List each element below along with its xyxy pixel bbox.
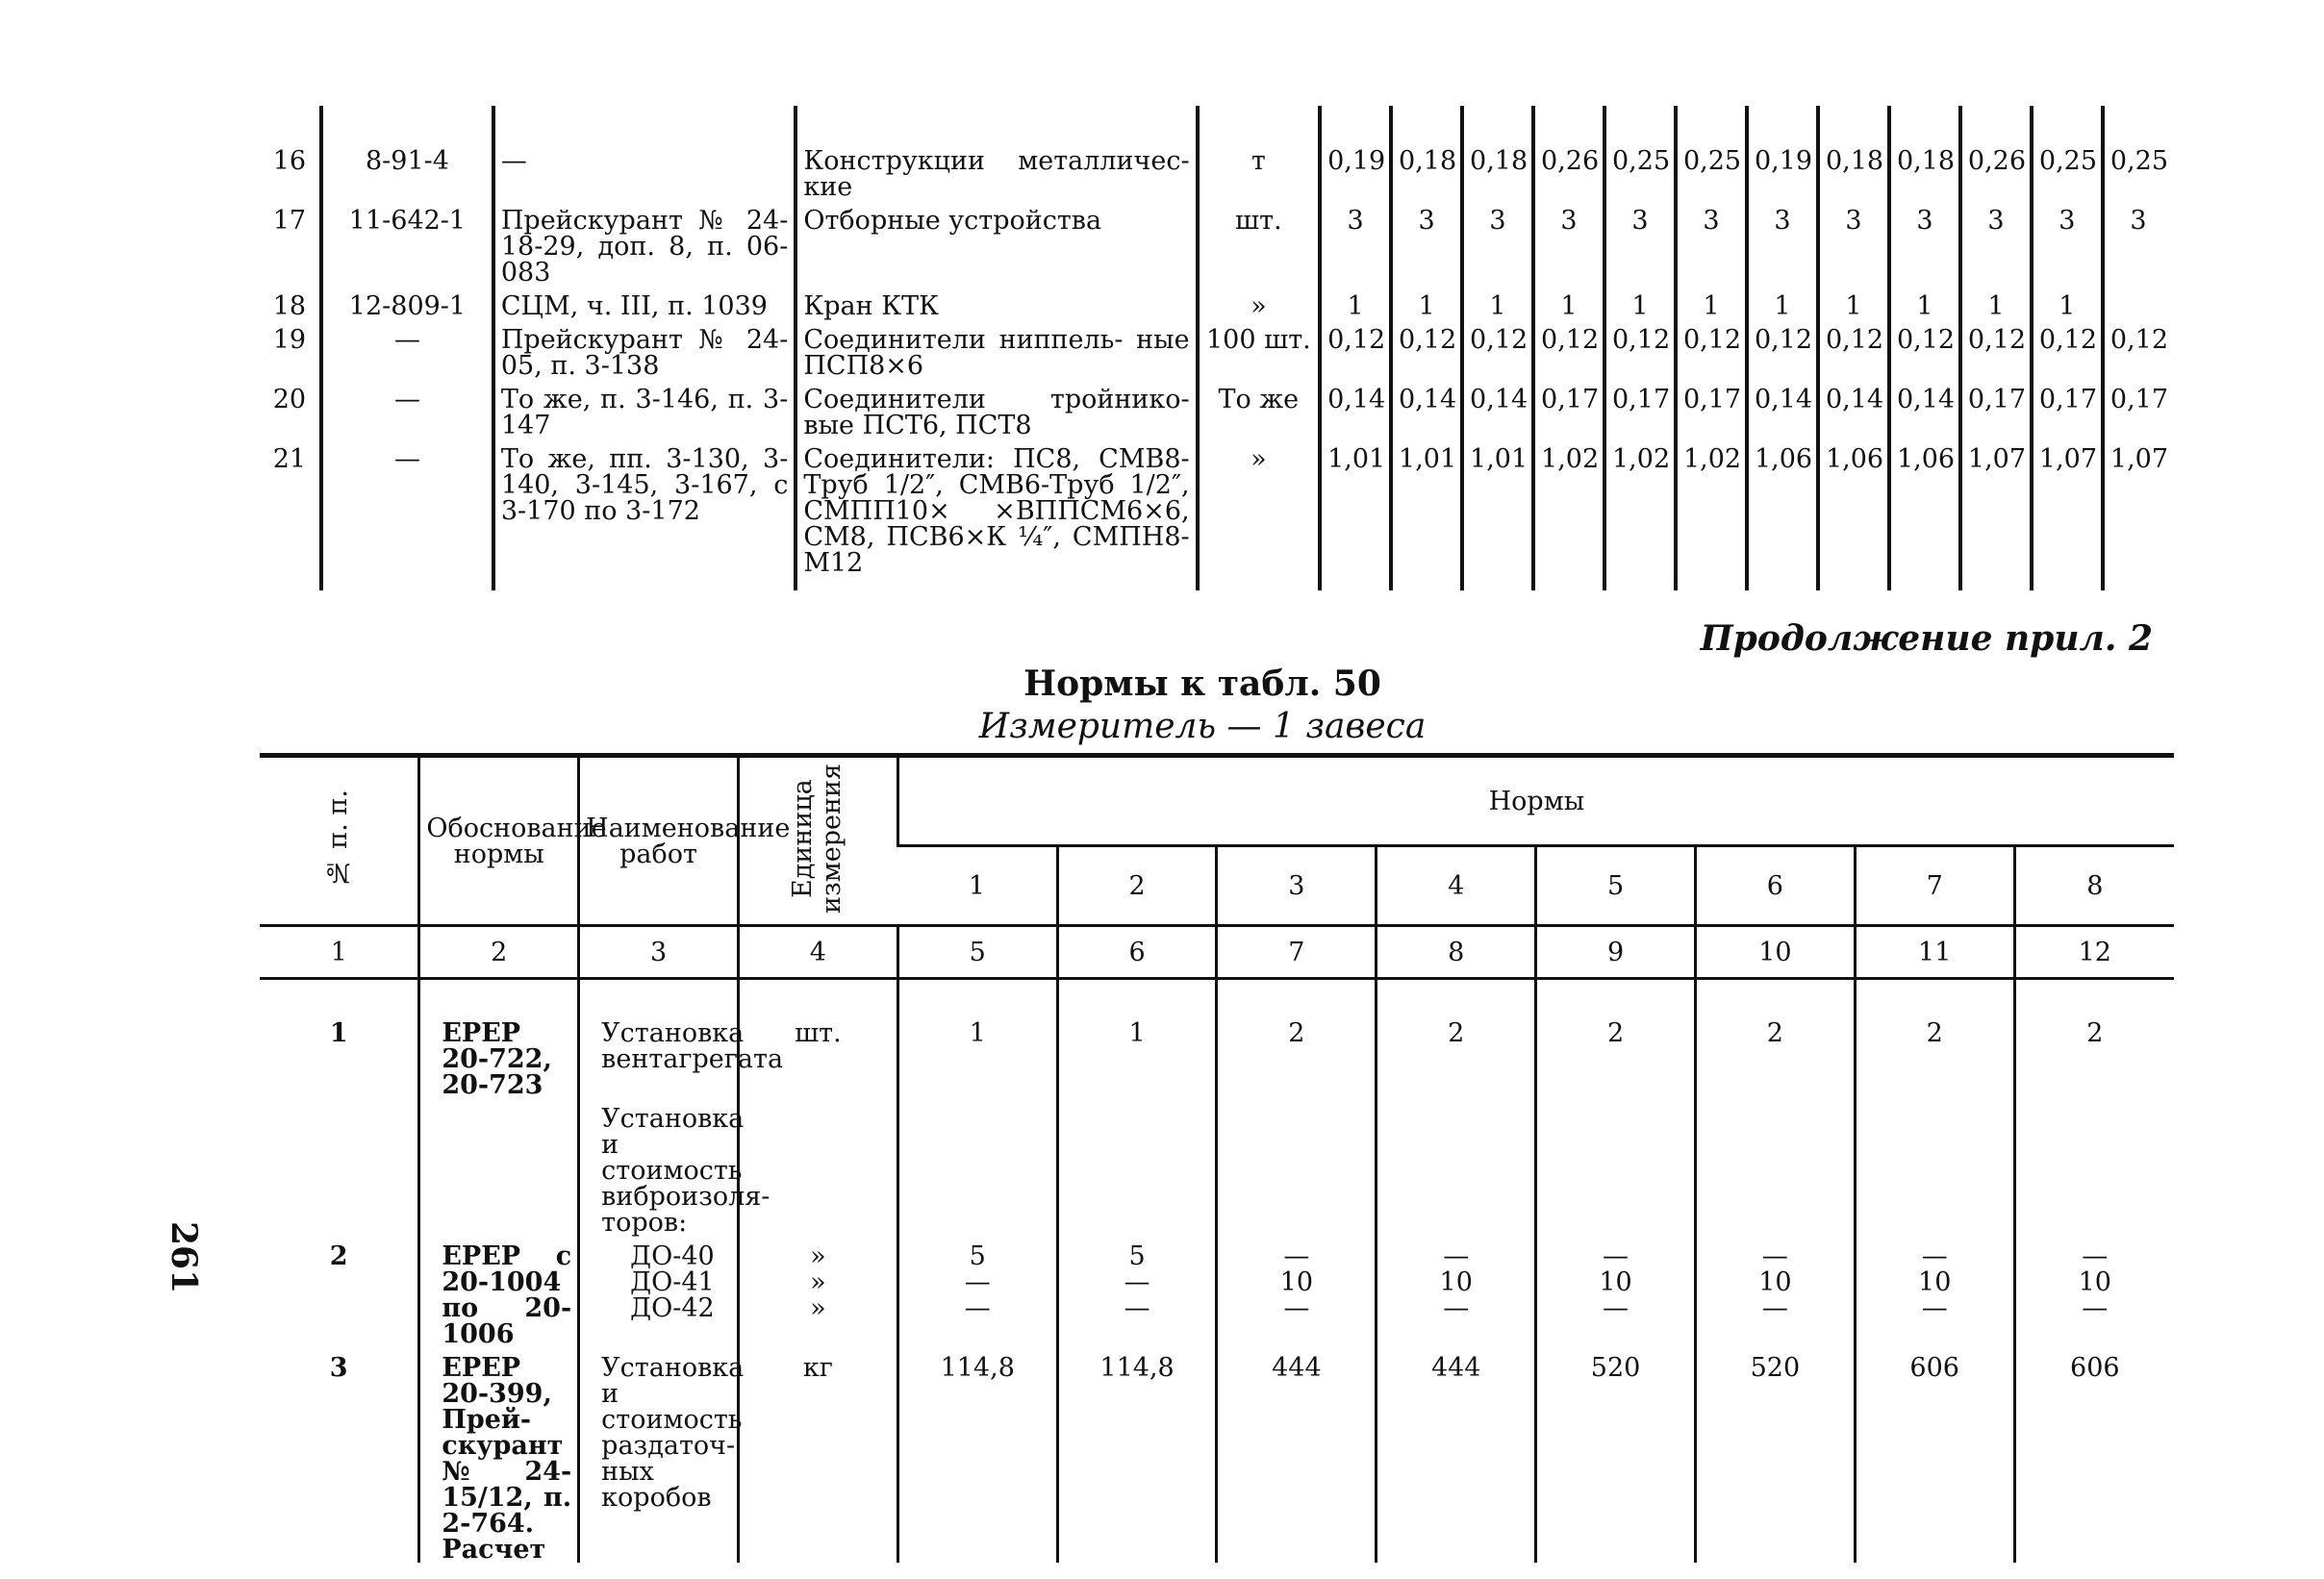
row-value: 0,18	[1391, 106, 1462, 200]
column-number: 8	[1377, 926, 1536, 979]
norms-table	[260, 753, 2174, 1563]
table-row	[248, 106, 2172, 200]
row-code: 11-642-1	[321, 200, 493, 286]
row-value: 0,14	[1889, 379, 1960, 439]
row-value: 3	[1462, 200, 1533, 286]
row-number: 1	[329, 1018, 348, 1048]
row-value: 1	[897, 1013, 1057, 1098]
row-value: 444	[1217, 1347, 1377, 1563]
column-number: 10	[1695, 926, 1855, 979]
row-value: 0,18	[1462, 106, 1533, 200]
row-number	[260, 1098, 419, 1236]
row-value: 606	[2014, 1347, 2174, 1563]
row-value: 2	[1377, 1013, 1536, 1098]
row-value: 520	[1695, 1347, 1855, 1563]
row-value	[2014, 1236, 2174, 1347]
row-value: 3	[1604, 200, 1676, 286]
value-item: —	[1921, 1241, 1948, 1271]
spacer-cell	[260, 979, 419, 1014]
row-value: 0,12	[1960, 319, 2032, 379]
row-unit: шт.	[738, 1013, 897, 1098]
column-number: 11	[1855, 926, 2014, 979]
row-basis: Прейскурант № 24-05, п. 3-138	[493, 319, 796, 379]
name-item: ДО-42	[630, 1293, 715, 1323]
row-value: 520	[1536, 1347, 1696, 1563]
row-value: 606	[1855, 1347, 2014, 1563]
unit-item: »	[810, 1241, 826, 1271]
row-basis: ЕРЕР 20-399, Прей- скурант № 24-15/12, п. 2-764. Расчет	[419, 1347, 579, 1563]
row-value	[1377, 1098, 1536, 1236]
norm-column-header: 7	[1855, 846, 2014, 926]
row-value: 444	[1377, 1347, 1536, 1563]
row-name: Соединители тройнико- вые ПСТ6, ПСТ8	[796, 379, 1197, 439]
row-value: 1	[1960, 286, 2032, 319]
row-value	[1536, 1236, 1696, 1347]
column-number: 1	[260, 926, 419, 979]
row-value: 0,18	[1818, 106, 1889, 200]
continuation-table	[248, 106, 2172, 590]
row-value: 0,12	[1676, 319, 1747, 379]
row-basis	[419, 1098, 579, 1236]
table-title: Нормы к табл. 50	[1023, 664, 1381, 704]
row-value	[1057, 1236, 1217, 1347]
name-item: ДО-40	[630, 1241, 715, 1271]
row-value	[2103, 286, 2172, 319]
row-value: 0,17	[2032, 379, 2103, 439]
row-unit: т	[1198, 106, 1320, 200]
unit-item: »	[810, 1293, 826, 1323]
row-name: Установка и стоимость виброизоля- торов:	[579, 1098, 739, 1236]
spacer-row	[260, 979, 2174, 1014]
row-value: 0,25	[2103, 106, 2172, 200]
table-row	[260, 1236, 2174, 1347]
norm-column-header: 1	[897, 846, 1057, 926]
value-item: —	[2082, 1241, 2109, 1271]
row-value: 0,12	[1889, 319, 1960, 379]
row-basis: Прейскурант № 24-18-29, доп. 8, п. 06-083	[493, 200, 796, 286]
spacer-cell	[2014, 979, 2174, 1014]
row-number: 16	[272, 146, 307, 176]
row-code: —	[321, 379, 493, 439]
value-item: —	[1761, 1293, 1788, 1323]
unit-item: »	[810, 1267, 826, 1297]
row-value: 0,14	[1320, 379, 1391, 439]
column-number: 9	[1536, 926, 1696, 979]
value-item: 5	[1128, 1241, 1146, 1271]
table-row	[248, 319, 2172, 379]
row-basis: То же, п. 3-146, п. 3-147	[493, 379, 796, 439]
row-name: Соединители: ПС8, СМВ8-Труб 1/2″, СМВ6-Труб 1/2″, СМПП10× ×ВППСМ6×6, СМ8, ПСВ6×К ¼″, СМПН8- М12	[796, 439, 1197, 590]
row-unit	[738, 1236, 897, 1347]
row-value: 114,8	[1057, 1347, 1217, 1563]
row-code: 12-809-1	[321, 286, 493, 319]
row-unit: кг	[738, 1347, 897, 1563]
row-number: 21	[272, 444, 307, 474]
header-unit: Единица измерения	[738, 756, 897, 926]
row-value: 0,14	[1391, 379, 1462, 439]
page-number: 261	[164, 1221, 204, 1294]
row-value: 0,14	[1462, 379, 1533, 439]
column-number: 3	[579, 926, 739, 979]
row-value: 0,19	[1747, 106, 1818, 200]
row-value: 1,06	[1747, 439, 1818, 590]
column-number: 6	[1057, 926, 1217, 979]
row-value: 0,26	[1960, 106, 2032, 200]
row-value: 114,8	[897, 1347, 1057, 1563]
row-value: 0,26	[1533, 106, 1604, 200]
row-value	[1855, 1236, 2014, 1347]
value-item: —	[1603, 1241, 1629, 1271]
row-value: 3	[1320, 200, 1391, 286]
row-value: 0,12	[1604, 319, 1676, 379]
row-value: 0,14	[1818, 379, 1889, 439]
row-basis: То же, пп. 3-130, 3-140, 3-145, 3-167, с 3-170 по 3-172	[493, 439, 796, 590]
row-value: 0,12	[1818, 319, 1889, 379]
row-value: 3	[1960, 200, 2032, 286]
row-name: Конструкции металличес- кие	[796, 106, 1197, 200]
row-value: 1	[1462, 286, 1533, 319]
row-value: 0,12	[1320, 319, 1391, 379]
spacer-cell	[1057, 979, 1217, 1014]
value-item: 10	[1279, 1267, 1314, 1297]
row-value: 3	[2103, 200, 2172, 286]
column-number: 2	[419, 926, 579, 979]
spacer-cell	[1855, 979, 2014, 1014]
spacer-cell	[897, 979, 1057, 1014]
row-value: 1,06	[1889, 439, 1960, 590]
norm-column-header: 2	[1057, 846, 1217, 926]
table-row	[260, 1098, 2174, 1236]
table-subtitle: Измеритель — 1 завеса	[978, 707, 1427, 746]
value-item: —	[1283, 1241, 1310, 1271]
row-value: 0,25	[1676, 106, 1747, 200]
row-value: 3	[1889, 200, 1960, 286]
row-value	[1217, 1098, 1377, 1236]
row-number: 19	[272, 325, 307, 355]
norm-column-header: 3	[1217, 846, 1377, 926]
value-item: 10	[1439, 1267, 1473, 1297]
table-row	[260, 1347, 2174, 1563]
value-item: —	[1603, 1293, 1629, 1323]
row-value: 0,25	[1604, 106, 1676, 200]
value-item: —	[1124, 1267, 1150, 1297]
value-item: —	[1761, 1241, 1788, 1271]
row-value	[1377, 1236, 1536, 1347]
spacer-cell	[579, 979, 739, 1014]
norm-column-header: 5	[1536, 846, 1696, 926]
norm-column-header: 6	[1695, 846, 1855, 926]
row-value	[1217, 1236, 1377, 1347]
table-row	[260, 1013, 2174, 1098]
table-row	[248, 439, 2172, 590]
value-item: —	[1921, 1293, 1948, 1323]
row-name: Установка и стоимость раздаточ- ных коробов	[579, 1347, 739, 1563]
row-value: 2	[1855, 1013, 2014, 1098]
row-value: 0,17	[1604, 379, 1676, 439]
row-code: —	[321, 319, 493, 379]
table-row	[248, 200, 2172, 286]
name-item: ДО-41	[630, 1267, 715, 1297]
value-item: 10	[1758, 1267, 1792, 1297]
row-unit: 100 шт.	[1198, 319, 1320, 379]
row-value	[1695, 1236, 1855, 1347]
row-value	[2014, 1098, 2174, 1236]
row-value: 1	[1676, 286, 1747, 319]
row-number: 17	[272, 206, 307, 236]
row-value: 1	[1391, 286, 1462, 319]
row-value	[1695, 1098, 1855, 1236]
row-value: 0,17	[1960, 379, 2032, 439]
row-basis: ЕРЕР с 20-1004 по 20-1006	[419, 1236, 579, 1347]
row-name: Отборные устройства	[796, 200, 1197, 286]
row-name: Кран КТК	[796, 286, 1197, 319]
row-value: 2	[1217, 1013, 1377, 1098]
row-unit	[738, 1098, 897, 1236]
row-unit: То же	[1198, 379, 1320, 439]
row-value: 1,02	[1604, 439, 1676, 590]
row-value: 1,07	[1960, 439, 2032, 590]
row-value: 3	[1676, 200, 1747, 286]
row-value: 0,12	[1533, 319, 1604, 379]
column-number: 12	[2014, 926, 2174, 979]
row-value: 1	[1533, 286, 1604, 319]
row-value: 1,01	[1462, 439, 1533, 590]
value-item: —	[1443, 1241, 1470, 1271]
row-unit: »	[1198, 286, 1320, 319]
value-item: —	[2082, 1293, 2109, 1323]
row-value	[897, 1236, 1057, 1347]
value-item: —	[1443, 1293, 1470, 1323]
row-value: 3	[1818, 200, 1889, 286]
row-name: Соединители ниппель- ные ПСП8×6	[796, 319, 1197, 379]
row-value: 3	[1747, 200, 1818, 286]
spacer-cell	[1217, 979, 1377, 1014]
row-value: 0,12	[2032, 319, 2103, 379]
row-value: 1,07	[2103, 439, 2172, 590]
table-row	[248, 286, 2172, 319]
row-value: 0,12	[1391, 319, 1462, 379]
row-value: 1	[1818, 286, 1889, 319]
header-norms: Нормы	[897, 756, 2174, 846]
row-unit: »	[1198, 439, 1320, 590]
row-value: 0,12	[1462, 319, 1533, 379]
row-value: 0,19	[1320, 106, 1391, 200]
row-basis: —	[493, 106, 796, 200]
column-number: 7	[1217, 926, 1377, 979]
row-value: 0,17	[1676, 379, 1747, 439]
row-value: 3	[1533, 200, 1604, 286]
row-number: 18	[272, 291, 307, 321]
norm-column-header: 4	[1377, 846, 1536, 926]
value-item: 10	[1599, 1267, 1632, 1297]
row-value: 1,02	[1676, 439, 1747, 590]
value-item: —	[1124, 1293, 1150, 1323]
value-item: 10	[2078, 1267, 2111, 1297]
table-row	[248, 379, 2172, 439]
row-value: 2	[1536, 1013, 1696, 1098]
row-value: 1	[1747, 286, 1818, 319]
row-value: 0,17	[2103, 379, 2172, 439]
row-value: 1	[1320, 286, 1391, 319]
row-number: 3	[329, 1353, 348, 1383]
row-value: 1,02	[1533, 439, 1604, 590]
row-name	[579, 1236, 739, 1347]
value-item: 10	[1918, 1267, 1952, 1297]
row-value: 1,06	[1818, 439, 1889, 590]
row-value	[1057, 1098, 1217, 1236]
row-value: 0,25	[2032, 106, 2103, 200]
row-value: 3	[2032, 200, 2103, 286]
row-value	[1855, 1098, 2014, 1236]
row-value: 3	[1391, 200, 1462, 286]
value-item: —	[964, 1293, 991, 1323]
spacer-cell	[1377, 979, 1536, 1014]
row-value: 1	[2032, 286, 2103, 319]
spacer-cell	[1536, 979, 1696, 1014]
row-value: 1	[1604, 286, 1676, 319]
column-number: 5	[897, 926, 1057, 979]
spacer-cell	[1695, 979, 1855, 1014]
column-number: 4	[738, 926, 897, 979]
row-value: 0,18	[1889, 106, 1960, 200]
value-item: —	[964, 1267, 991, 1297]
row-value: 0,12	[1747, 319, 1818, 379]
spacer-cell	[419, 979, 579, 1014]
row-basis: СЦМ, ч. III, п. 1039	[493, 286, 796, 319]
row-value: 0,14	[1747, 379, 1818, 439]
row-value: 1,07	[2032, 439, 2103, 590]
row-code: —	[321, 439, 493, 590]
row-value: 2	[1695, 1013, 1855, 1098]
row-value	[897, 1098, 1057, 1236]
row-code: 8-91-4	[321, 106, 493, 200]
row-value	[1536, 1098, 1696, 1236]
row-number: 2	[329, 1241, 348, 1271]
row-value: 2	[2014, 1013, 2174, 1098]
header-no: № п. п.	[323, 790, 354, 888]
row-value: 0,12	[2103, 319, 2172, 379]
row-value: 1,01	[1391, 439, 1462, 590]
row-basis: ЕРЕР 20-722, 20-723	[419, 1013, 579, 1098]
row-name: Установка вентагрегата	[579, 1013, 739, 1098]
row-value: 0,17	[1533, 379, 1604, 439]
row-number: 20	[272, 385, 307, 414]
header-name: Наименование работ	[579, 756, 739, 926]
row-value: 1	[1057, 1013, 1217, 1098]
value-item: —	[1283, 1293, 1310, 1323]
value-item: 5	[969, 1241, 986, 1271]
norm-column-header: 8	[2014, 846, 2174, 926]
continuation-caption: Продолжение прил. 2	[1700, 618, 2153, 659]
row-unit: шт.	[1198, 200, 1320, 286]
spacer-cell	[738, 979, 897, 1014]
header-basis: Обоснование нормы	[419, 756, 579, 926]
row-value: 1	[1889, 286, 1960, 319]
row-value: 1,01	[1320, 439, 1391, 590]
